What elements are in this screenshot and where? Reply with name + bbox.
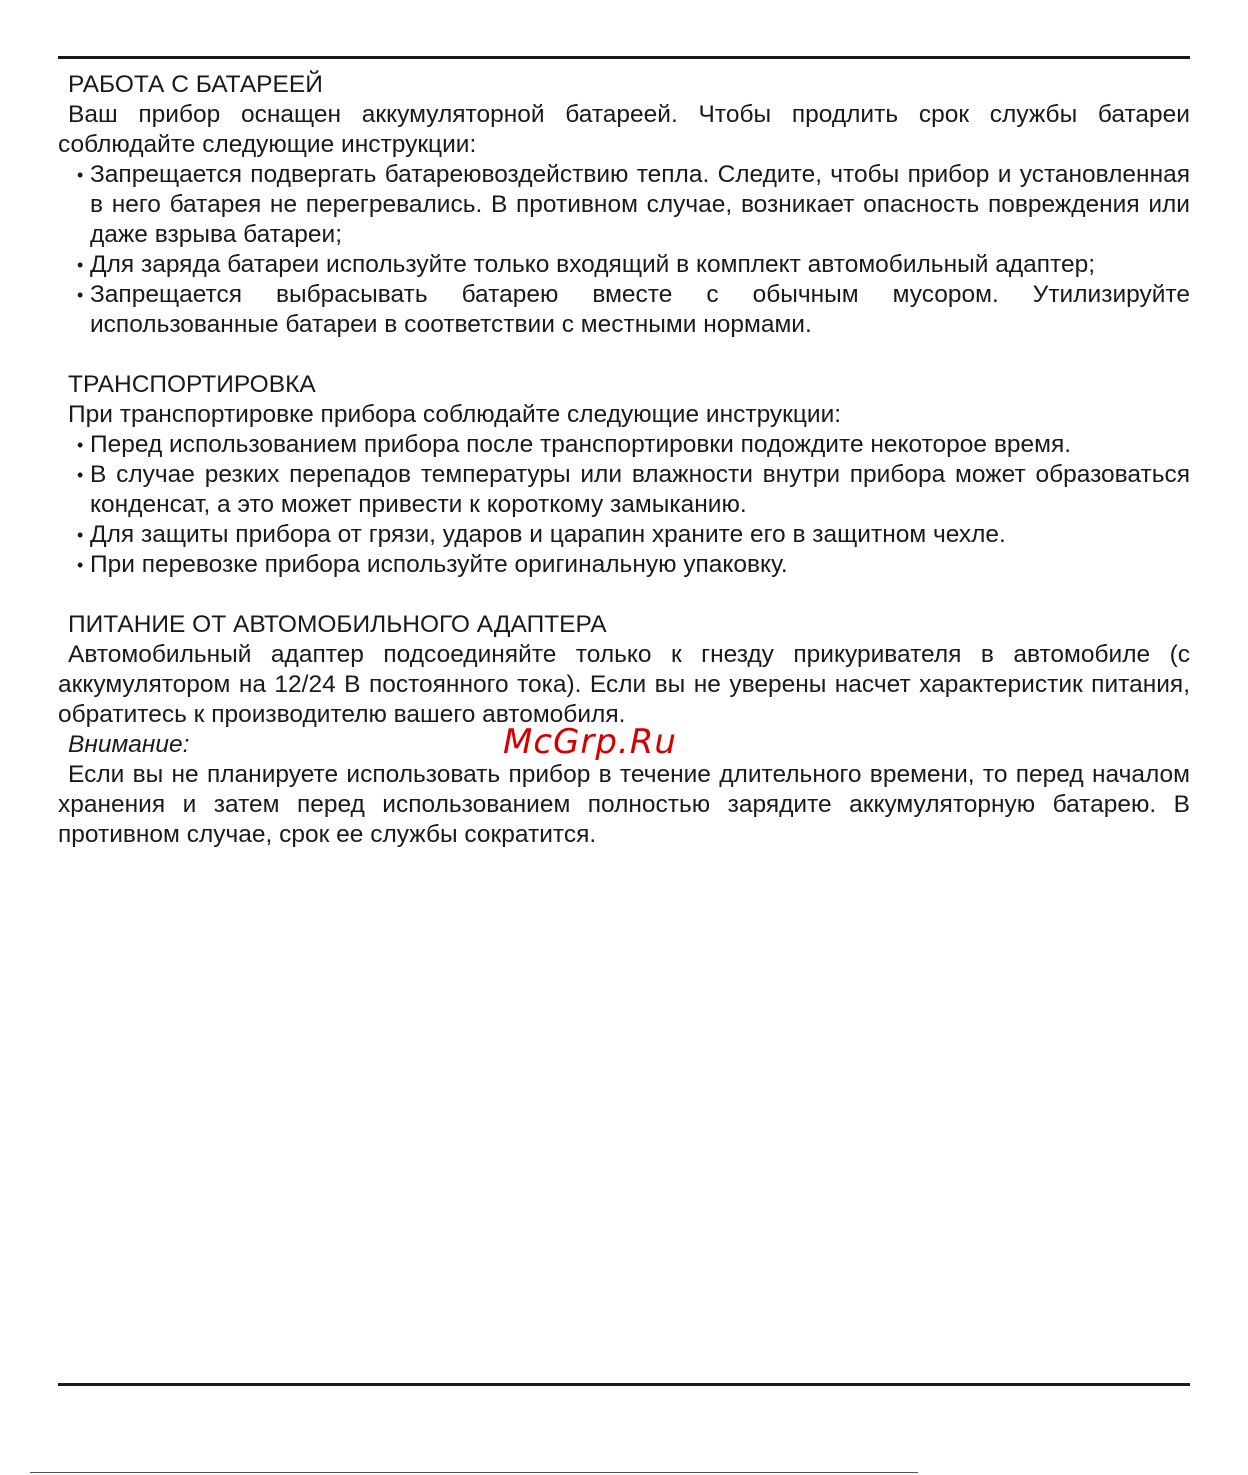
section-battery [58,70,1190,340]
footer-line [30,1472,918,1473]
bullet-icon: • [77,435,84,455]
list-item [58,550,1190,580]
list-item-text: Запрещается выбрасывать батарею вместе с обычным мусором. Утилизируйте использованные батареи в соответствии с местными нормами. [90,281,1190,338]
bullet-icon: • [77,525,84,545]
list-item [58,280,1190,340]
bottom-rule [58,1383,1190,1386]
section-heading: ПИТАНИЕ ОТ АВТОМОБИЛЬНОГО АДАПТЕРА [68,611,607,638]
watermark: McGrp.Ru [503,722,677,762]
bullet-icon: • [77,165,84,185]
list-item [58,160,1190,250]
section-intro: При транспортировке прибора соблюдайте следующие инструкции: [68,401,842,428]
bullet-icon: • [77,255,84,275]
list-item [58,430,1190,460]
list-item-text: Перед использованием прибора после транспортировки подождите некоторое время. [90,431,1072,458]
bullet-list [58,430,1190,580]
list-item-text: При перевозке прибора используйте оригинальную упаковку. [90,551,788,578]
section-transport [58,370,1190,580]
warning-label: Внимание: [68,731,190,758]
list-item [58,520,1190,550]
section-intro: Ваш прибор оснащен аккумуляторной батареей. Чтобы продлить срок службы батареи соблюдайте следующие инструкции: [58,101,1190,158]
section-heading: РАБОТА С БАТАРЕЕЙ [68,71,323,98]
section-heading: ТРАНСПОРТИРОВКА [68,371,316,398]
list-item [58,460,1190,520]
top-rule [58,56,1190,59]
section-intro: Автомобильный адаптер подсоединяйте только к гнезду прикуривателя в автомобиле (с аккумулятором на 12/24 В постоянного тока). Если вы не уверены насчет характеристик питания, обратитесь к производителю вашего автомобиля. [58,641,1190,728]
list-item-text: Запрещается подвергать батареювоздействию тепла. Следите, чтобы прибор и установленная в него батарея не перегревались. В противном случае, возникает опасность повреждения или даже взрыва батареи; [90,161,1190,248]
list-item-text: В случае резких перепадов температуры или влажности внутри прибора может образоваться конденсат, а это может привести к короткому замыканию. [90,461,1190,518]
list-item-text: Для заряда батареи используйте только входящий в комплект автомобильный адаптер; [90,251,1096,278]
bullet-icon: • [77,465,84,485]
list-item-text: Для защиты прибора от грязи, ударов и царапин храните его в защитном чехле. [90,521,1006,548]
bullet-icon: • [77,555,84,575]
bullet-icon: • [77,285,84,305]
bullet-list [58,160,1190,340]
list-item [58,250,1190,280]
warning-text: Если вы не планируете использовать прибор в течение длительного времени, то перед началом хранения и затем перед использованием полностью зарядите аккумуляторную батарею. В противном случае, срок ее службы сократится. [58,761,1190,848]
